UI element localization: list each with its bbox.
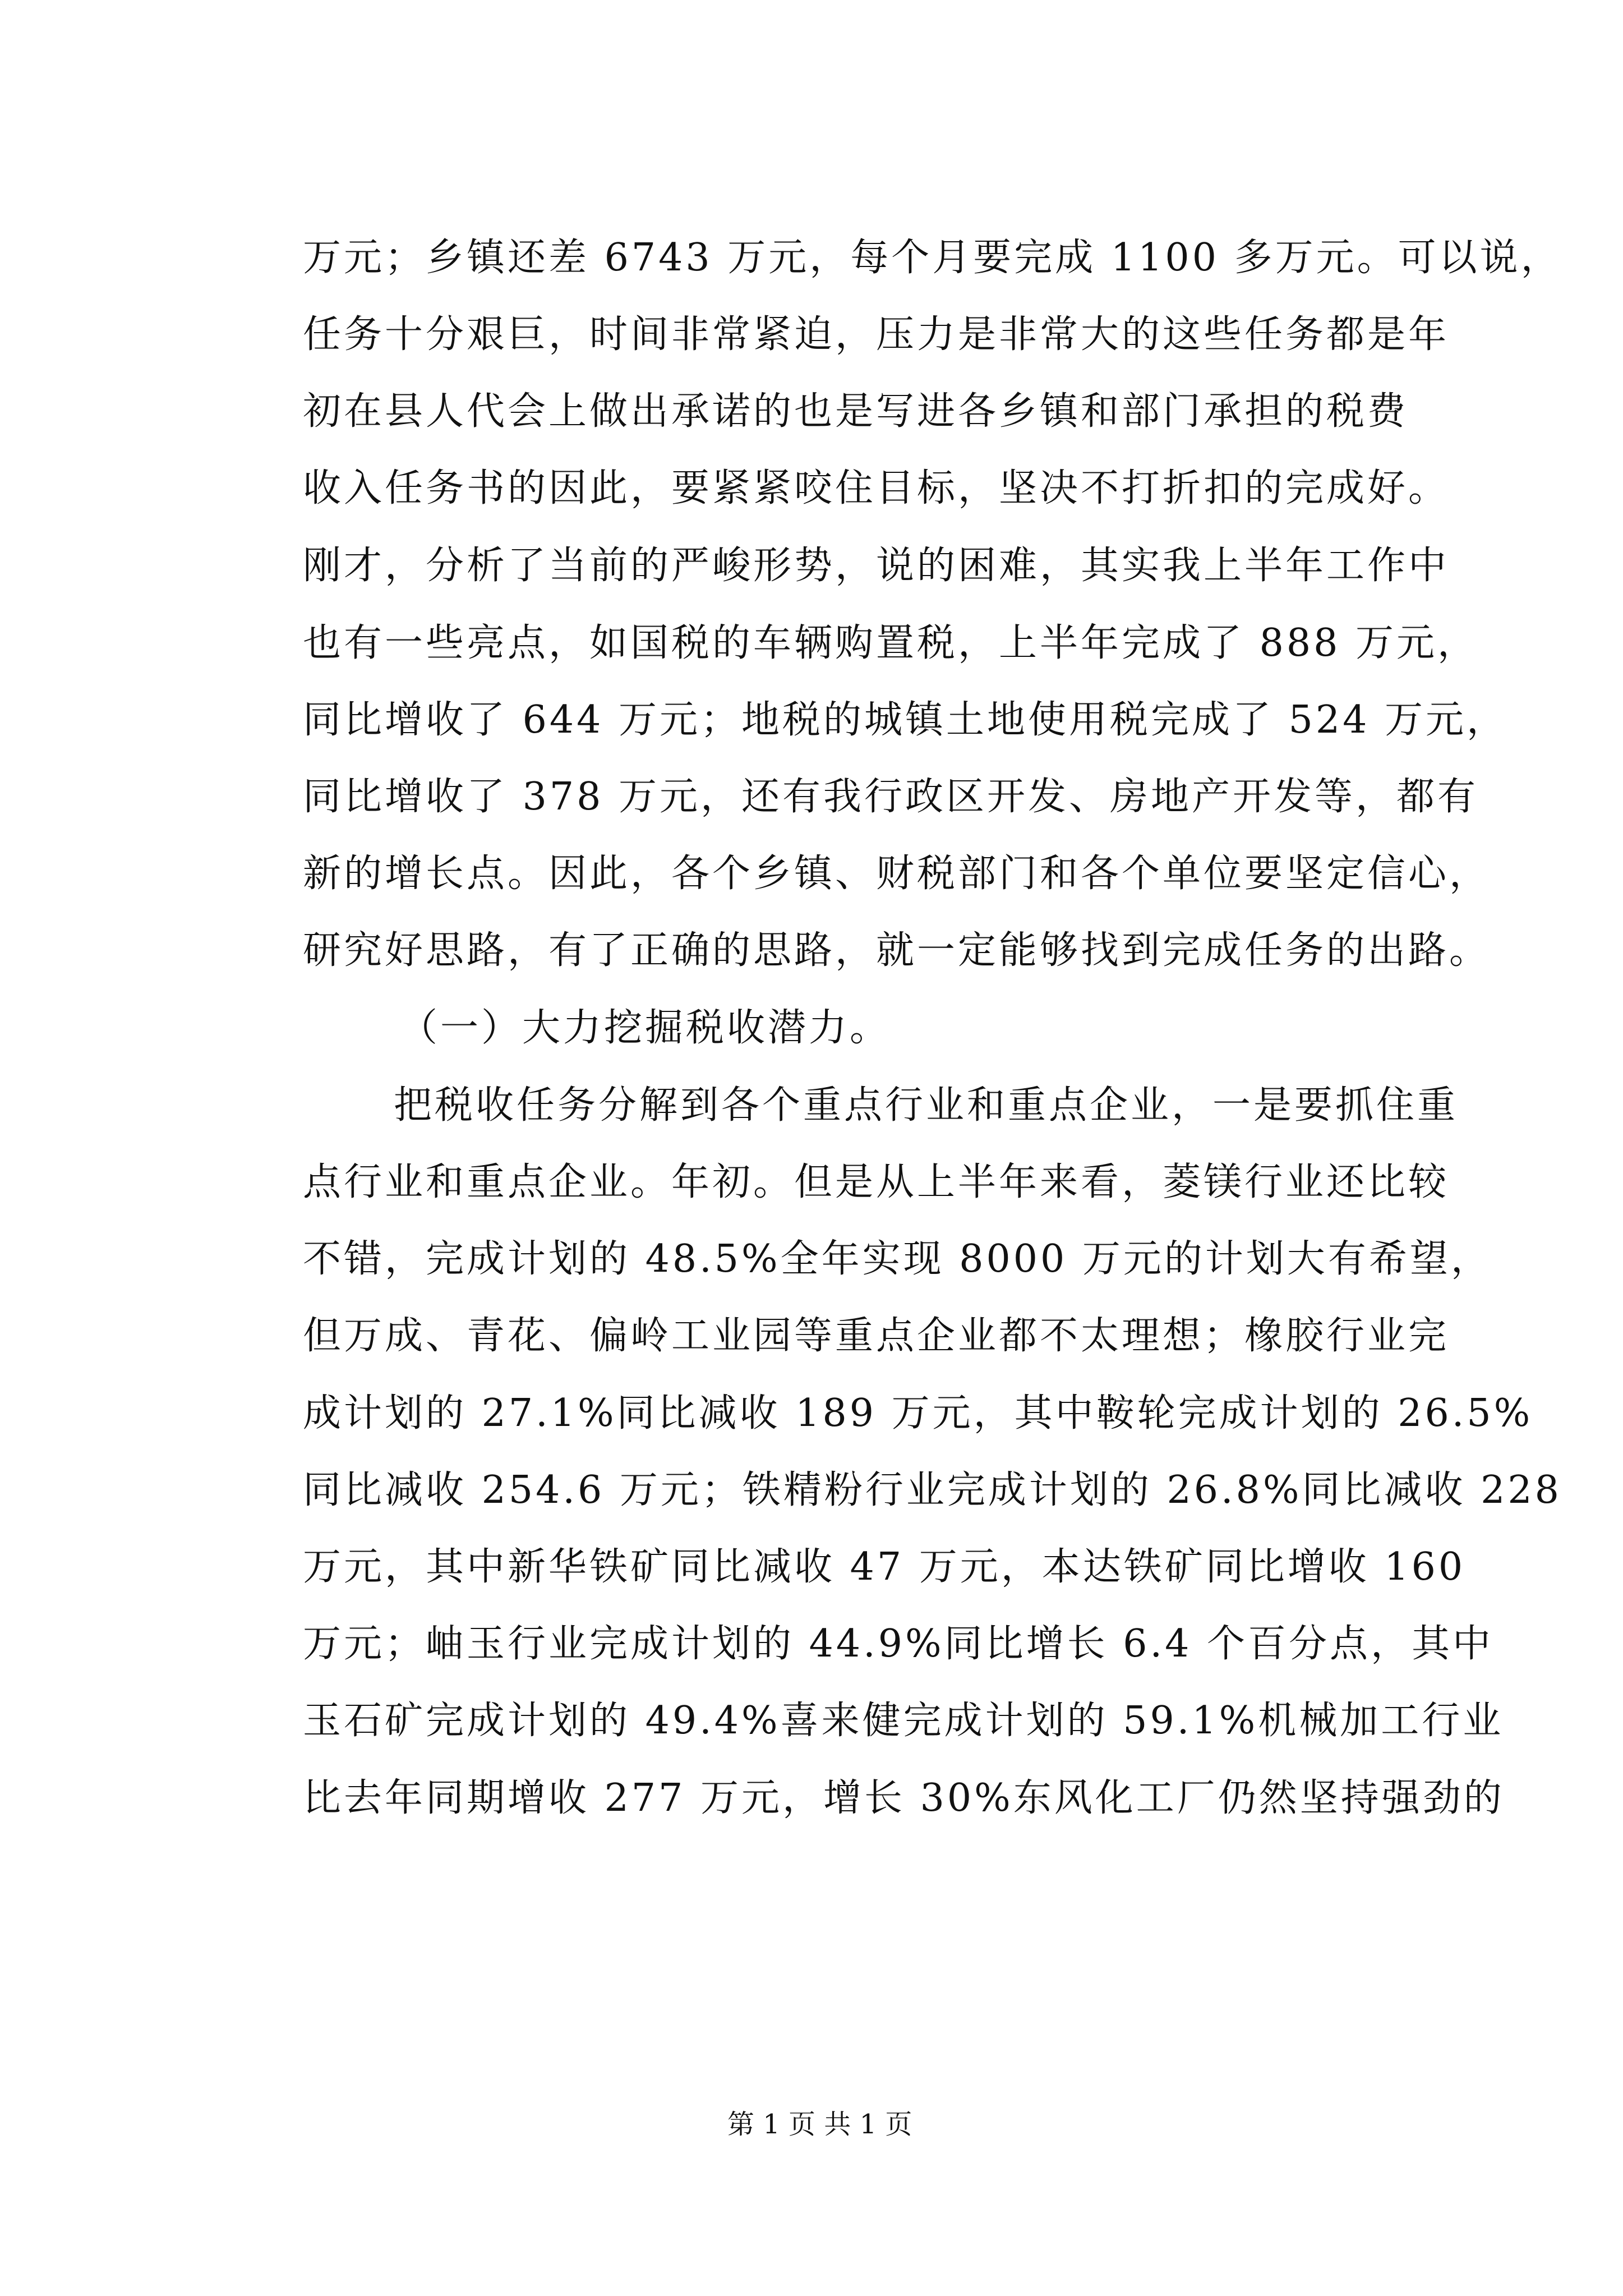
paragraph-first-line-text: 把税收任务分解到各个重点行业和重点企业，一是要抓住重 — [394, 1083, 1459, 1128]
body-text-line: 万元；岫玉行业完成计划的 44.9%同比增长 6.4 个百分点，其中 — [303, 1622, 1494, 1666]
body-text-line: 玉石矿完成计划的 49.4%喜来健完成计划的 59.1%机械加工行业 — [303, 1699, 1504, 1743]
body-text-line: 任务十分艰巨，时间非常紧迫，压力是非常大的这些任务都是年 — [303, 312, 1450, 357]
page-footer: 第 1 页 共 1 页 — [727, 2109, 912, 2140]
body-text-line: 研究好思路，有了正确的思路，就一定能够找到完成任务的出路。 — [303, 928, 1491, 973]
body-text-line: 但万成、青花、偏岭工业园等重点企业都不太理想；橡胶行业完 — [303, 1314, 1450, 1358]
body-text-line: 成计划的 27.1%同比减收 189 万元，其中鞍轮完成计划的 26.5% — [303, 1391, 1533, 1435]
body-text-line: 同比增收了 644 万元；地税的城镇土地使用税完成了 524 万元， — [303, 698, 1508, 742]
section-heading: （一）大力挖掘税收潜力。 — [399, 1006, 891, 1050]
body-text-line: 新的增长点。因此，各个乡镇、财税部门和各个单位要坚定信心， — [303, 852, 1491, 896]
paragraph-first-line — [303, 1075, 1459, 1137]
body-text-line: 刚才，分析了当前的严峻形势，说的困难，其实我上半年工作中 — [303, 544, 1450, 588]
body-text-line: 初在县人代会上做出承诺的也是写进各乡镇和部门承担的税费 — [303, 389, 1409, 434]
body-text-line: 同比减收 254.6 万元；铁精粉行业完成计划的 26.8%同比减收 228 — [303, 1468, 1562, 1512]
body-text-line: 同比增收了 378 万元，还有我行政区开发、房地产开发等，都有 — [303, 775, 1479, 819]
body-text-line: 不错，完成计划的 48.5%全年实现 8000 万元的计划大有希望， — [303, 1237, 1492, 1281]
body-text-line: 万元；乡镇还差 6743 万元，每个月要完成 1100 多万元。可以说， — [303, 236, 1562, 280]
body-text-line: 也有一些亮点，如国税的车辆购置税，上半年完成了 888 万元， — [303, 621, 1479, 665]
body-text-line: 收入任务书的因此，要紧紧咬住目标，坚决不打折扣的完成好。 — [303, 466, 1450, 510]
body-text-line: 万元，其中新华铁矿同比减收 47 万元，本达铁矿同比增收 160 — [303, 1545, 1466, 1589]
body-text-line: 比去年同期增收 277 万元，增长 30%东风化工厂仍然坚持强劲的 — [303, 1776, 1505, 1820]
body-text-line: 点行业和重点企业。年初。但是从上半年来看，菱镁行业还比较 — [303, 1160, 1450, 1204]
